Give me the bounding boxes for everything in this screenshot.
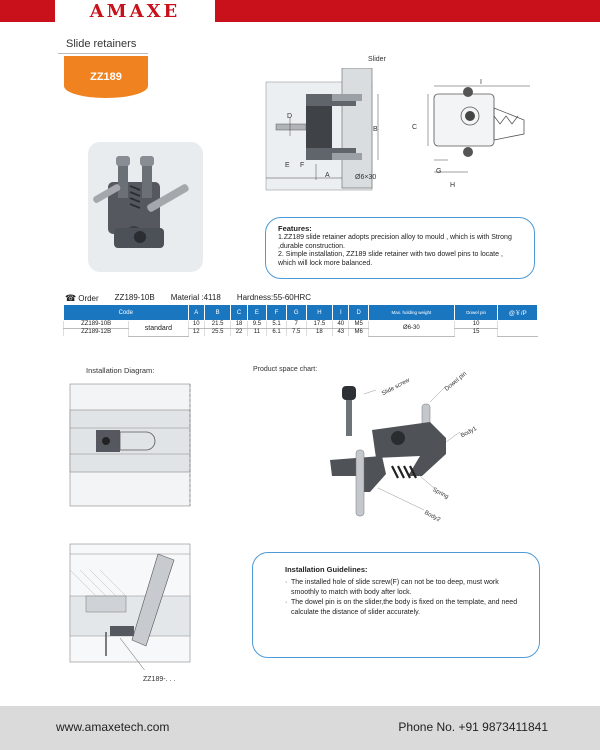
label-g: G [436, 168, 442, 175]
label-d: D [287, 113, 293, 120]
model-label: ZZ189 [90, 71, 122, 83]
cell-i: 43 [333, 329, 349, 337]
header-bar [0, 0, 600, 22]
cell-e: 11 [247, 329, 267, 337]
features-box [265, 217, 535, 279]
guideline-item-2: · The dowel pin is on the slider,the body is fixed on the template, and need calculate the distance of slider accurately. [285, 598, 519, 618]
cell-f: 5.1 [267, 321, 287, 329]
footer-bar [0, 706, 600, 750]
header-price: @￥/P [498, 305, 538, 321]
order-code: ZZ189-10B [114, 293, 155, 302]
order-line [65, 293, 311, 304]
cell-g: 7 [286, 321, 306, 329]
header-code: Code [64, 305, 189, 321]
cell-weight: 10 [454, 321, 498, 329]
cell-e: 9.5 [247, 321, 267, 329]
guidelines-list [285, 578, 519, 618]
header-h: H [306, 305, 333, 321]
callout-label: ZZ189-. . . [143, 676, 176, 683]
phone-icon: ☎ [65, 293, 77, 303]
part-body1: Body1 [460, 426, 478, 440]
order-material: Material :4118 [170, 293, 221, 302]
header-e: E [247, 305, 267, 321]
header-i: I [333, 305, 349, 321]
cell-price [498, 321, 538, 337]
header-c: C [231, 305, 247, 321]
product-photo [88, 142, 203, 272]
header-dowel-pin: Dowel pin [454, 305, 498, 321]
label-dowel-dia: Ø6×30 [355, 174, 377, 181]
cell-code: ZZ189-12B [64, 329, 129, 337]
brand-logo [55, 0, 215, 22]
feature-item-1: 1.ZZ189 slide retainer adopts precision alloy to mould , which is with Strong ,durable construction. [278, 234, 512, 250]
label-i: I [480, 79, 482, 86]
model-tag [64, 56, 148, 98]
mold-cross-section [66, 540, 196, 675]
cell-d: M5 [349, 321, 369, 329]
space-chart-caption: Product space chart: [253, 366, 318, 373]
part-dowel-pin: Dowel pin [444, 371, 469, 393]
cell-h: 18 [306, 329, 333, 337]
cell-b: 21.5 [204, 321, 231, 329]
label-e: E [285, 162, 290, 169]
spec-table [63, 304, 538, 337]
title-divider [58, 53, 148, 54]
cell-g: 7.5 [286, 329, 306, 337]
part-spring: Spring [431, 487, 450, 501]
cell-a: 10 [188, 321, 204, 329]
cell-c: 22 [231, 329, 247, 337]
label-a: A [325, 172, 330, 179]
cell-b: 25.5 [204, 329, 231, 337]
part-slide-screw: Slide screw [381, 377, 411, 398]
order-hardness: Hardness:55-60HRC [236, 293, 312, 302]
features-title: Features: [278, 224, 312, 233]
cell-a: 12 [188, 329, 204, 337]
guidelines-title: Installation Guidelines: [285, 565, 368, 574]
cell-i: 40 [333, 321, 349, 329]
label-f: F [300, 162, 305, 169]
label-slider: Slider [368, 56, 386, 63]
label-h: H [450, 182, 456, 189]
guidelines-box [252, 552, 540, 658]
cell-dowel: Ø6-30 [369, 321, 455, 337]
cell-d: M6 [349, 329, 369, 337]
side-view-drawing [420, 80, 540, 195]
brand-name: AMAXE [89, 0, 181, 22]
cell-f: 6.1 [267, 329, 287, 337]
label-c: C [412, 124, 418, 131]
header-max-weight: Max. holding weight [369, 305, 455, 321]
cell-h: 17.5 [306, 321, 333, 329]
header-g: G [286, 305, 306, 321]
header-a: A [188, 305, 204, 321]
cell-standard: standard [129, 321, 188, 337]
header-f: F [267, 305, 287, 321]
header-b: B [204, 305, 231, 321]
guideline-item-1: · The installed hole of slide screw(F) can not be too deep, must work smoothly to match with body after lock. [285, 578, 519, 598]
section-title: Slide retainers [66, 38, 137, 50]
exploded-view [320, 377, 490, 525]
cell-code: ZZ189-10B [64, 321, 129, 329]
website-link[interactable]: www.amaxetech.com [56, 720, 170, 734]
header-d: D [349, 305, 369, 321]
installation-diagram [66, 380, 196, 515]
cell-c: 18 [231, 321, 247, 329]
cell-weight: 15 [454, 329, 498, 337]
installation-caption: Installation Diagram: [86, 366, 155, 375]
label-b: B [373, 126, 378, 133]
table-header-row [64, 305, 538, 321]
order-label: Order [78, 294, 99, 303]
feature-item-2: 2. Simple installation, ZZ189 slide retainer with two dowel pins to locate , which will lock more balanced. [278, 251, 503, 267]
section-view-drawing [262, 68, 412, 201]
table-row [64, 321, 538, 329]
phone-number: Phone No. +91 9873411841 [398, 720, 548, 734]
part-body2: Body2 [423, 510, 442, 524]
